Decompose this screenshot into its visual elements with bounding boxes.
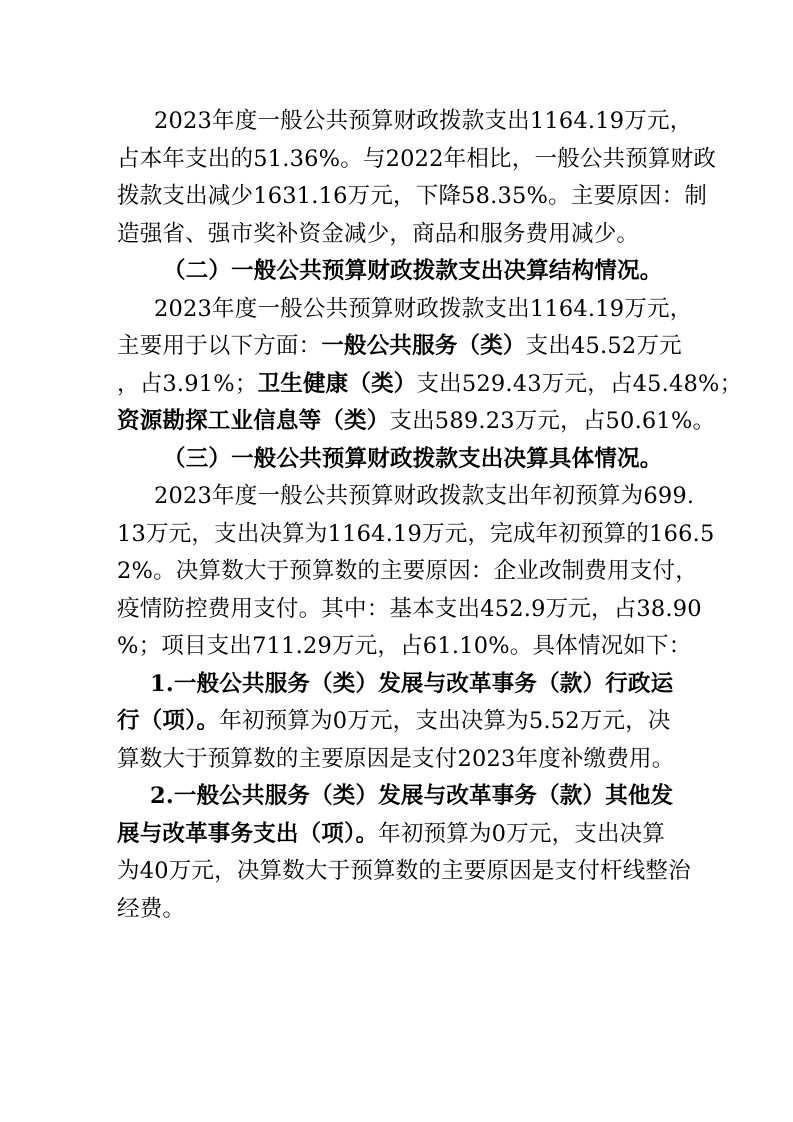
item-1-line-2	[117, 703, 677, 741]
paragraph-1-line-2: 占本年支出的51.36%。与2022年相比，一般公共预算财政	[117, 145, 717, 172]
item-2-line-3: 为40万元，决算数大于预算数的主要原因是支付杆线整治	[117, 858, 691, 884]
bold-category: 卫生健康（类）	[257, 370, 417, 397]
paragraph-2-line-2	[117, 328, 682, 366]
paragraph-1-line-4: 造强省、强市奖补资金减少，商品和服务费用减少。	[117, 220, 640, 247]
paragraph-3-line-2: 13万元，支出决算为1164.19万元，完成年初预算的166.5	[117, 520, 715, 547]
bold-category: 一般公共服务（类）	[321, 333, 526, 359]
bold-category: 资源勘探工业信息等（类）	[117, 408, 390, 434]
section-heading-3: （三）一般公共预算财政拨款支出决算具体情况。	[163, 445, 663, 472]
text-run: 支出589.23万元，占50.61%。	[389, 408, 716, 434]
item-2-line-2	[117, 816, 677, 854]
item-1-line-1: 1.一般公共服务（类）发展与改革事务（款）行政运	[150, 670, 674, 697]
item-title-run: 展与改革事务支出（项）。	[117, 820, 379, 847]
paragraph-3-line-1: 2023年度一般公共预算财政拨款支出年初预算为699.	[154, 483, 695, 509]
paragraph-3-line-3: 2%。决算数大于预算数的主要原因：企业改制费用支付，	[117, 558, 698, 584]
item-2-line-4: 经费。	[117, 895, 186, 922]
text-run: 支出45.52万元	[525, 333, 682, 359]
text-run: ，占3.91%；	[117, 370, 258, 397]
document-page	[117, 103, 743, 928]
item-1-line-3: 算数大于预算数的主要原因是支付2023年度补缴费用。	[117, 745, 675, 772]
paragraph-2-line-3	[117, 366, 743, 404]
section-heading-2: （二）一般公共预算财政拨款支出决算结构情况。	[163, 258, 663, 284]
text-run: 主要用于以下方面：	[117, 333, 322, 359]
paragraph-3-line-5: %；项目支出711.29万元，占61.10%。具体情况如下：	[117, 633, 692, 659]
paragraph-2-line-1: 2023年度一般公共预算财政拨款支出1164.19万元，	[154, 295, 693, 322]
paragraph-1-line-3: 拨款支出减少1631.16万元，下降58.35%。主要原因：制	[117, 183, 708, 209]
paragraph-1-line-1: 2023年度一般公共预算财政拨款支出1164.19万元，	[154, 108, 693, 134]
text-run: 年初预算为0万元，支出决算	[378, 820, 666, 847]
paragraph-3-line-4: 疫情防控费用支付。其中：基本支出452.9万元，占38.90	[117, 595, 702, 622]
text-run: 年初预算为0万元，支出决算为5.52万元，决	[219, 708, 671, 734]
item-2-line-1: 2.一般公共服务（类）发展与改革事务（款）其他发	[150, 783, 674, 809]
item-title-run: 行（项）。	[117, 708, 220, 734]
text-run: 支出529.43万元，占45.48%；	[416, 370, 743, 397]
paragraph-2-line-4	[117, 403, 716, 441]
